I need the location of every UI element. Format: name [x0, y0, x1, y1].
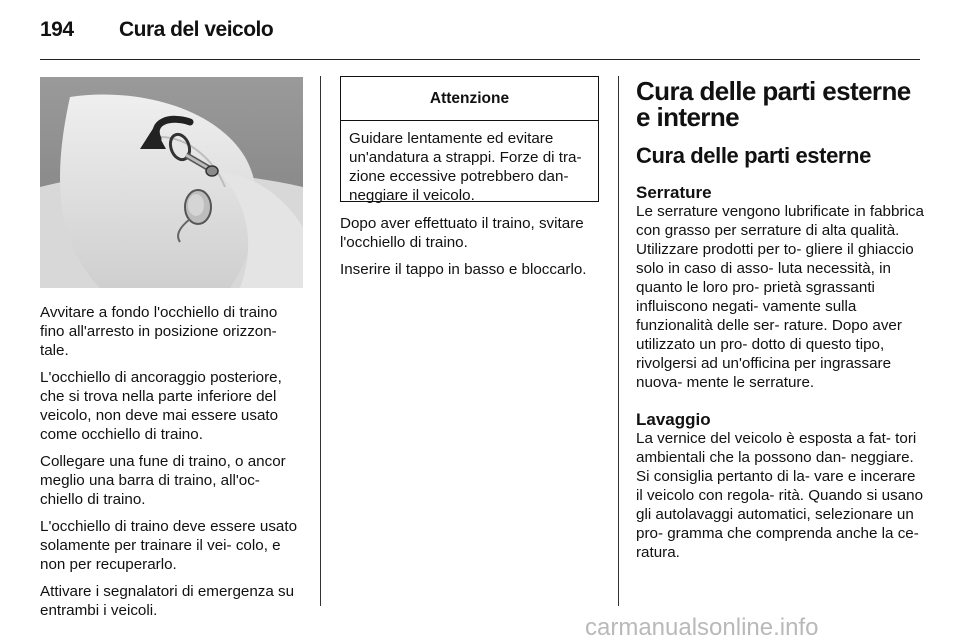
- section-heading-serrature: Serrature: [636, 183, 712, 202]
- paragraph: Inserire il tappo in basso e bloccarlo.: [340, 261, 587, 278]
- column-divider-right: [618, 76, 619, 606]
- paragraph: L'occhiello di ancoraggio posteriore, che si trova nella parte inferiore del veicolo, non deve mai essere usato come occhiello di traino.: [40, 369, 282, 443]
- tow-eye-illustration-icon: [40, 77, 303, 288]
- section-text-serrature: Le serrature vengono lubrificate in fabbrica con grasso per serrature di alta qualità. Utilizzare prodotti per to- gliere il ghiaccio solo in caso di asso- luta necessità, in quanto le loro pro- prietà sgrassanti influiscono negati- vamente sulla funzionalità delle ser- rature. Dopo aver utilizzato un pro- dotto di questo tipo, rivolgersi ad un'officina per ingrassare nuova- mente le serrature.: [636, 203, 924, 391]
- chapter-title: Cura del veicolo: [119, 18, 274, 41]
- warning-body: Guidare lentamente ed evitare un'andatura a strappi. Forze di tra- zione eccessive potrebbero dan- neggiare il veicolo.: [349, 130, 582, 204]
- paragraph: Dopo aver effettuato il traino, svitare l'occhiello di traino.: [340, 215, 584, 251]
- section-heading-lavaggio: Lavaggio: [636, 410, 711, 429]
- page-header: [40, 18, 920, 50]
- right-column-text: [636, 78, 926, 580]
- paragraph: L'occhiello di traino deve essere usato solamente per trainare il vei- colo, e non per recuperarlo.: [40, 518, 298, 573]
- sub-heading: Cura delle parti esterne: [636, 143, 871, 168]
- warning-box: [340, 76, 599, 202]
- page-number: 194: [40, 18, 74, 41]
- section-text-lavaggio: La vernice del veicolo è esposta a fat- tori ambientali che la possono dan- neggiare. Si consiglia pertanto di la- vare e incerare il veicolo con regola- rità. Quando si usano gli autolavaggi automatici, selezionare un pro- gramma che comprenda anche la ce- ratura.: [636, 430, 924, 561]
- left-column-text: [40, 303, 305, 628]
- tow-eye-illustration: [40, 77, 303, 288]
- watermark: carmanualsonline.info: [585, 614, 819, 641]
- paragraph: Collegare una fune di traino, o ancor meglio una barra di traino, all'oc- chiello di traino.: [40, 453, 286, 508]
- column-divider-left: [320, 76, 321, 606]
- middle-column-text: [340, 214, 608, 287]
- paragraph: Attivare i segnalatori di emergenza su entrambi i veicoli.: [40, 583, 295, 619]
- paragraph: Avvitare a fondo l'occhiello di traino fino all'arresto in posizione orizzon- tale.: [40, 304, 278, 359]
- warning-title: Attenzione: [341, 77, 598, 121]
- main-heading: Cura delle parti esterne e interne: [636, 76, 911, 132]
- header-divider: [40, 59, 920, 60]
